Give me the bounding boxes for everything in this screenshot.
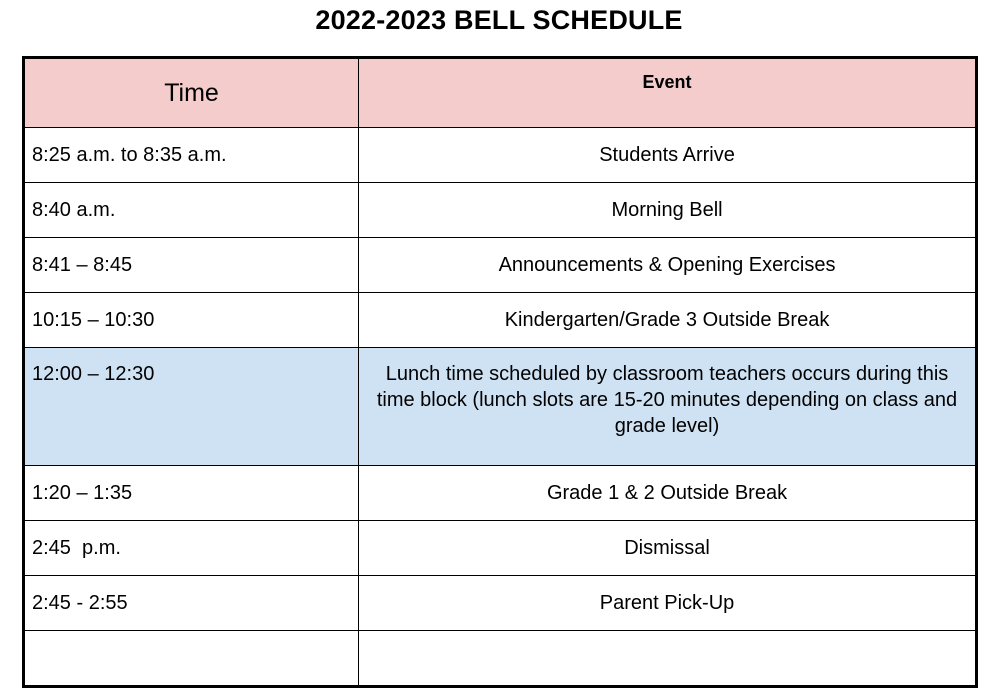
table-row: [24, 238, 977, 293]
column-header-event: Event: [359, 58, 977, 128]
event-cell: Students Arrive: [359, 128, 977, 183]
table-row: [24, 183, 977, 238]
time-cell: 1:20 – 1:35: [24, 466, 359, 521]
event-cell: Parent Pick-Up: [359, 576, 977, 631]
time-cell: 8:41 – 8:45: [24, 238, 359, 293]
event-cell: Lunch time scheduled by classroom teachers occurs during this time block (lunch slots are 15-20 minutes depending on class and grade level): [359, 348, 977, 466]
time-cell: 12:00 – 12:30: [24, 348, 359, 466]
table-row: [24, 521, 977, 576]
time-cell: 8:40 a.m.: [24, 183, 359, 238]
bell-schedule-table: [22, 56, 978, 688]
table-row: [24, 466, 977, 521]
event-cell: Grade 1 & 2 Outside Break: [359, 466, 977, 521]
table-row: [24, 128, 977, 183]
table-header-row: [24, 58, 977, 128]
table-row: [24, 576, 977, 631]
event-cell: Dismissal: [359, 521, 977, 576]
time-cell: 8:25 a.m. to 8:35 a.m.: [24, 128, 359, 183]
event-cell: [359, 631, 977, 687]
time-cell: [24, 631, 359, 687]
time-cell: 2:45 p.m.: [24, 521, 359, 576]
time-cell: 2:45 - 2:55: [24, 576, 359, 631]
event-cell: Kindergarten/Grade 3 Outside Break: [359, 293, 977, 348]
column-header-time: Time: [24, 58, 359, 128]
table-row: [24, 293, 977, 348]
table-row-empty: [24, 631, 977, 687]
event-cell: Announcements & Opening Exercises: [359, 238, 977, 293]
event-cell: Morning Bell: [359, 183, 977, 238]
page-title: 2022-2023 BELL SCHEDULE: [315, 5, 683, 35]
table-row-highlighted: [24, 348, 977, 466]
time-cell: 10:15 – 10:30: [24, 293, 359, 348]
